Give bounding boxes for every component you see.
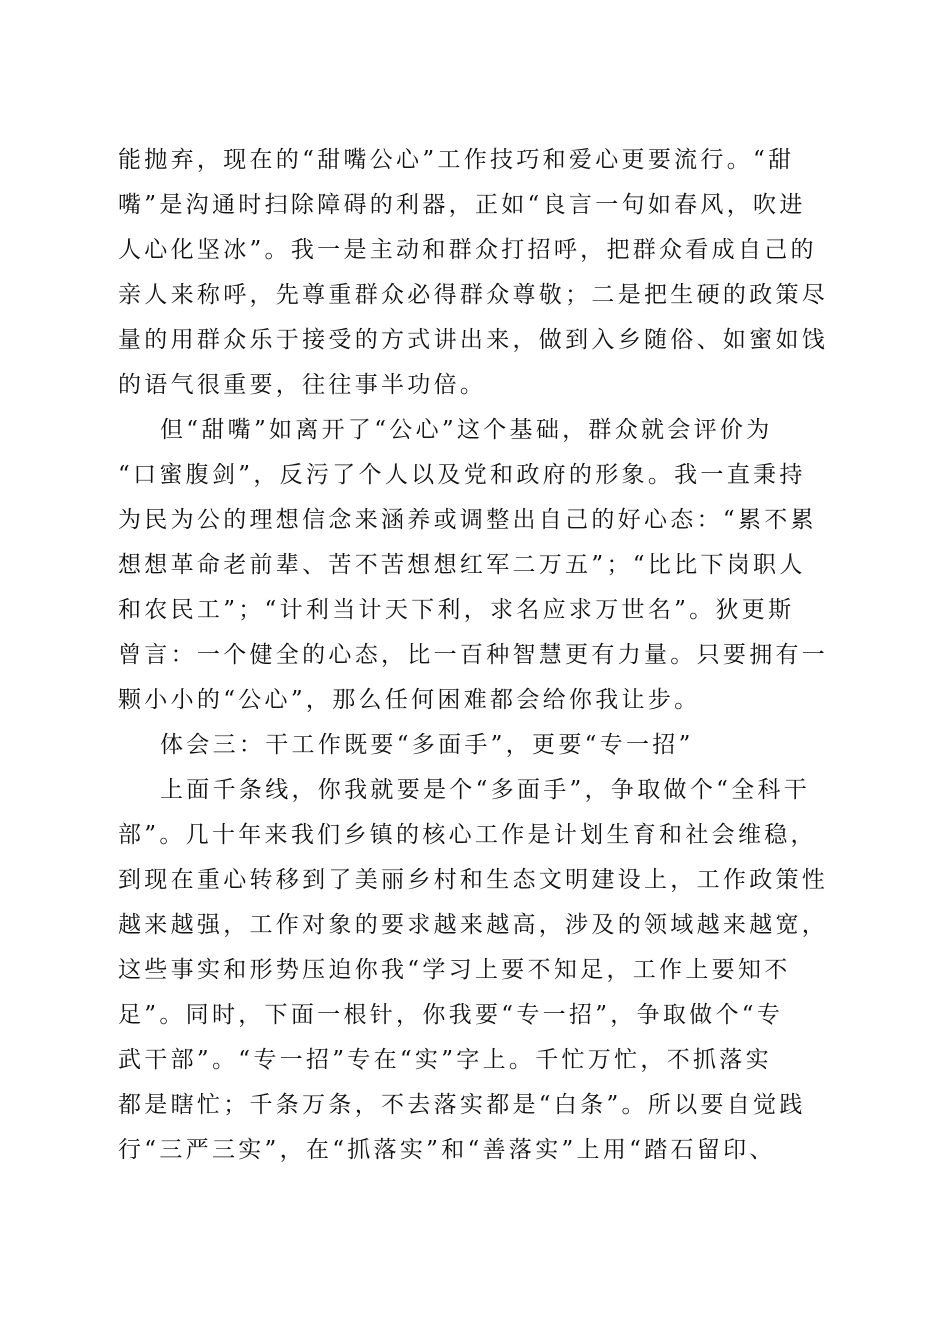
text-line: 想想革命老前辈、苦不苦想想红军二万五”；“比比下岗职人 — [118, 552, 806, 578]
section-heading: 体会三：干工作既要“多面手”，更要“专一招” — [160, 732, 694, 758]
text-line: 亲人来称呼，先尊重群众必得群众尊敬；二是把生硬的政策尽 — [118, 282, 829, 308]
text-line: 嘴”是沟通时扫除障碍的利器，正如“良言一句如春风，吹进 — [118, 192, 806, 218]
text-line: 颗小小的“公心”，那么任何困难都会给你我让步。 — [118, 687, 701, 713]
text-line: 人心化坚冰”。我一是主动和群众打招呼，把群众看成自己的 — [118, 237, 817, 263]
paragraph-2 — [118, 408, 830, 723]
text-line: 量的用群众乐于接受的方式讲出来，做到入乡随俗、如蜜如饯 — [118, 327, 829, 353]
paragraph-1 — [118, 138, 830, 408]
text-line: 的语气很重要，往往事半功倍。 — [118, 372, 487, 398]
text-line: 但“甜嘴”如离开了“公心”这个基础，群众就会评价为 — [160, 417, 773, 443]
text-line: 行“三严三实”，在“抓落实”和“善落实”上用“踏石留印、 — [118, 1137, 776, 1163]
text-line: 上面千条线，你我就要是个“多面手”，争取做个“全科干 — [160, 777, 811, 803]
text-line: 武干部”。“专一招”专在“实”字上。千忙万忙，不抓落实 — [118, 1047, 772, 1073]
text-line: “口蜜腹剑”，反污了个人以及党和政府的形象。我一直秉持 — [118, 462, 806, 488]
text-line: 部”。几十年来我们乡镇的核心工作是计划生育和社会维稳， — [118, 822, 817, 848]
text-line: 曾言：一个健全的心态，比一百种智慧更有力量。只要拥有一 — [118, 642, 829, 668]
text-line: 到现在重心转移到了美丽乡村和生态文明建设上，工作政策性 — [118, 867, 829, 893]
text-line: 这些事实和形势压迫你我“学习上要不知足，工作上要知不 — [118, 957, 791, 983]
text-line: 能抛弃，现在的“甜嘴公心”工作技巧和爱心更要流行。“甜 — [118, 147, 795, 173]
text-line: 为民为公的理想信念来涵养或调整出自己的好心态：“累不累 — [118, 507, 817, 533]
text-line: 足”。同时，下面一根针，你我要“专一招”，争取做个“专 — [118, 1002, 784, 1028]
paragraph-3 — [118, 768, 830, 1173]
document-body — [118, 138, 830, 1173]
text-line: 都是瞎忙；千条万条，不去落实都是“白条”。所以要自觉践 — [118, 1092, 806, 1118]
text-line: 越来越强，工作对象的要求越来越高，涉及的领域越来越宽， — [118, 912, 829, 938]
text-line: 和农民工”；“计利当计天下利，求名应求万世名”。狄更斯 — [118, 597, 795, 623]
